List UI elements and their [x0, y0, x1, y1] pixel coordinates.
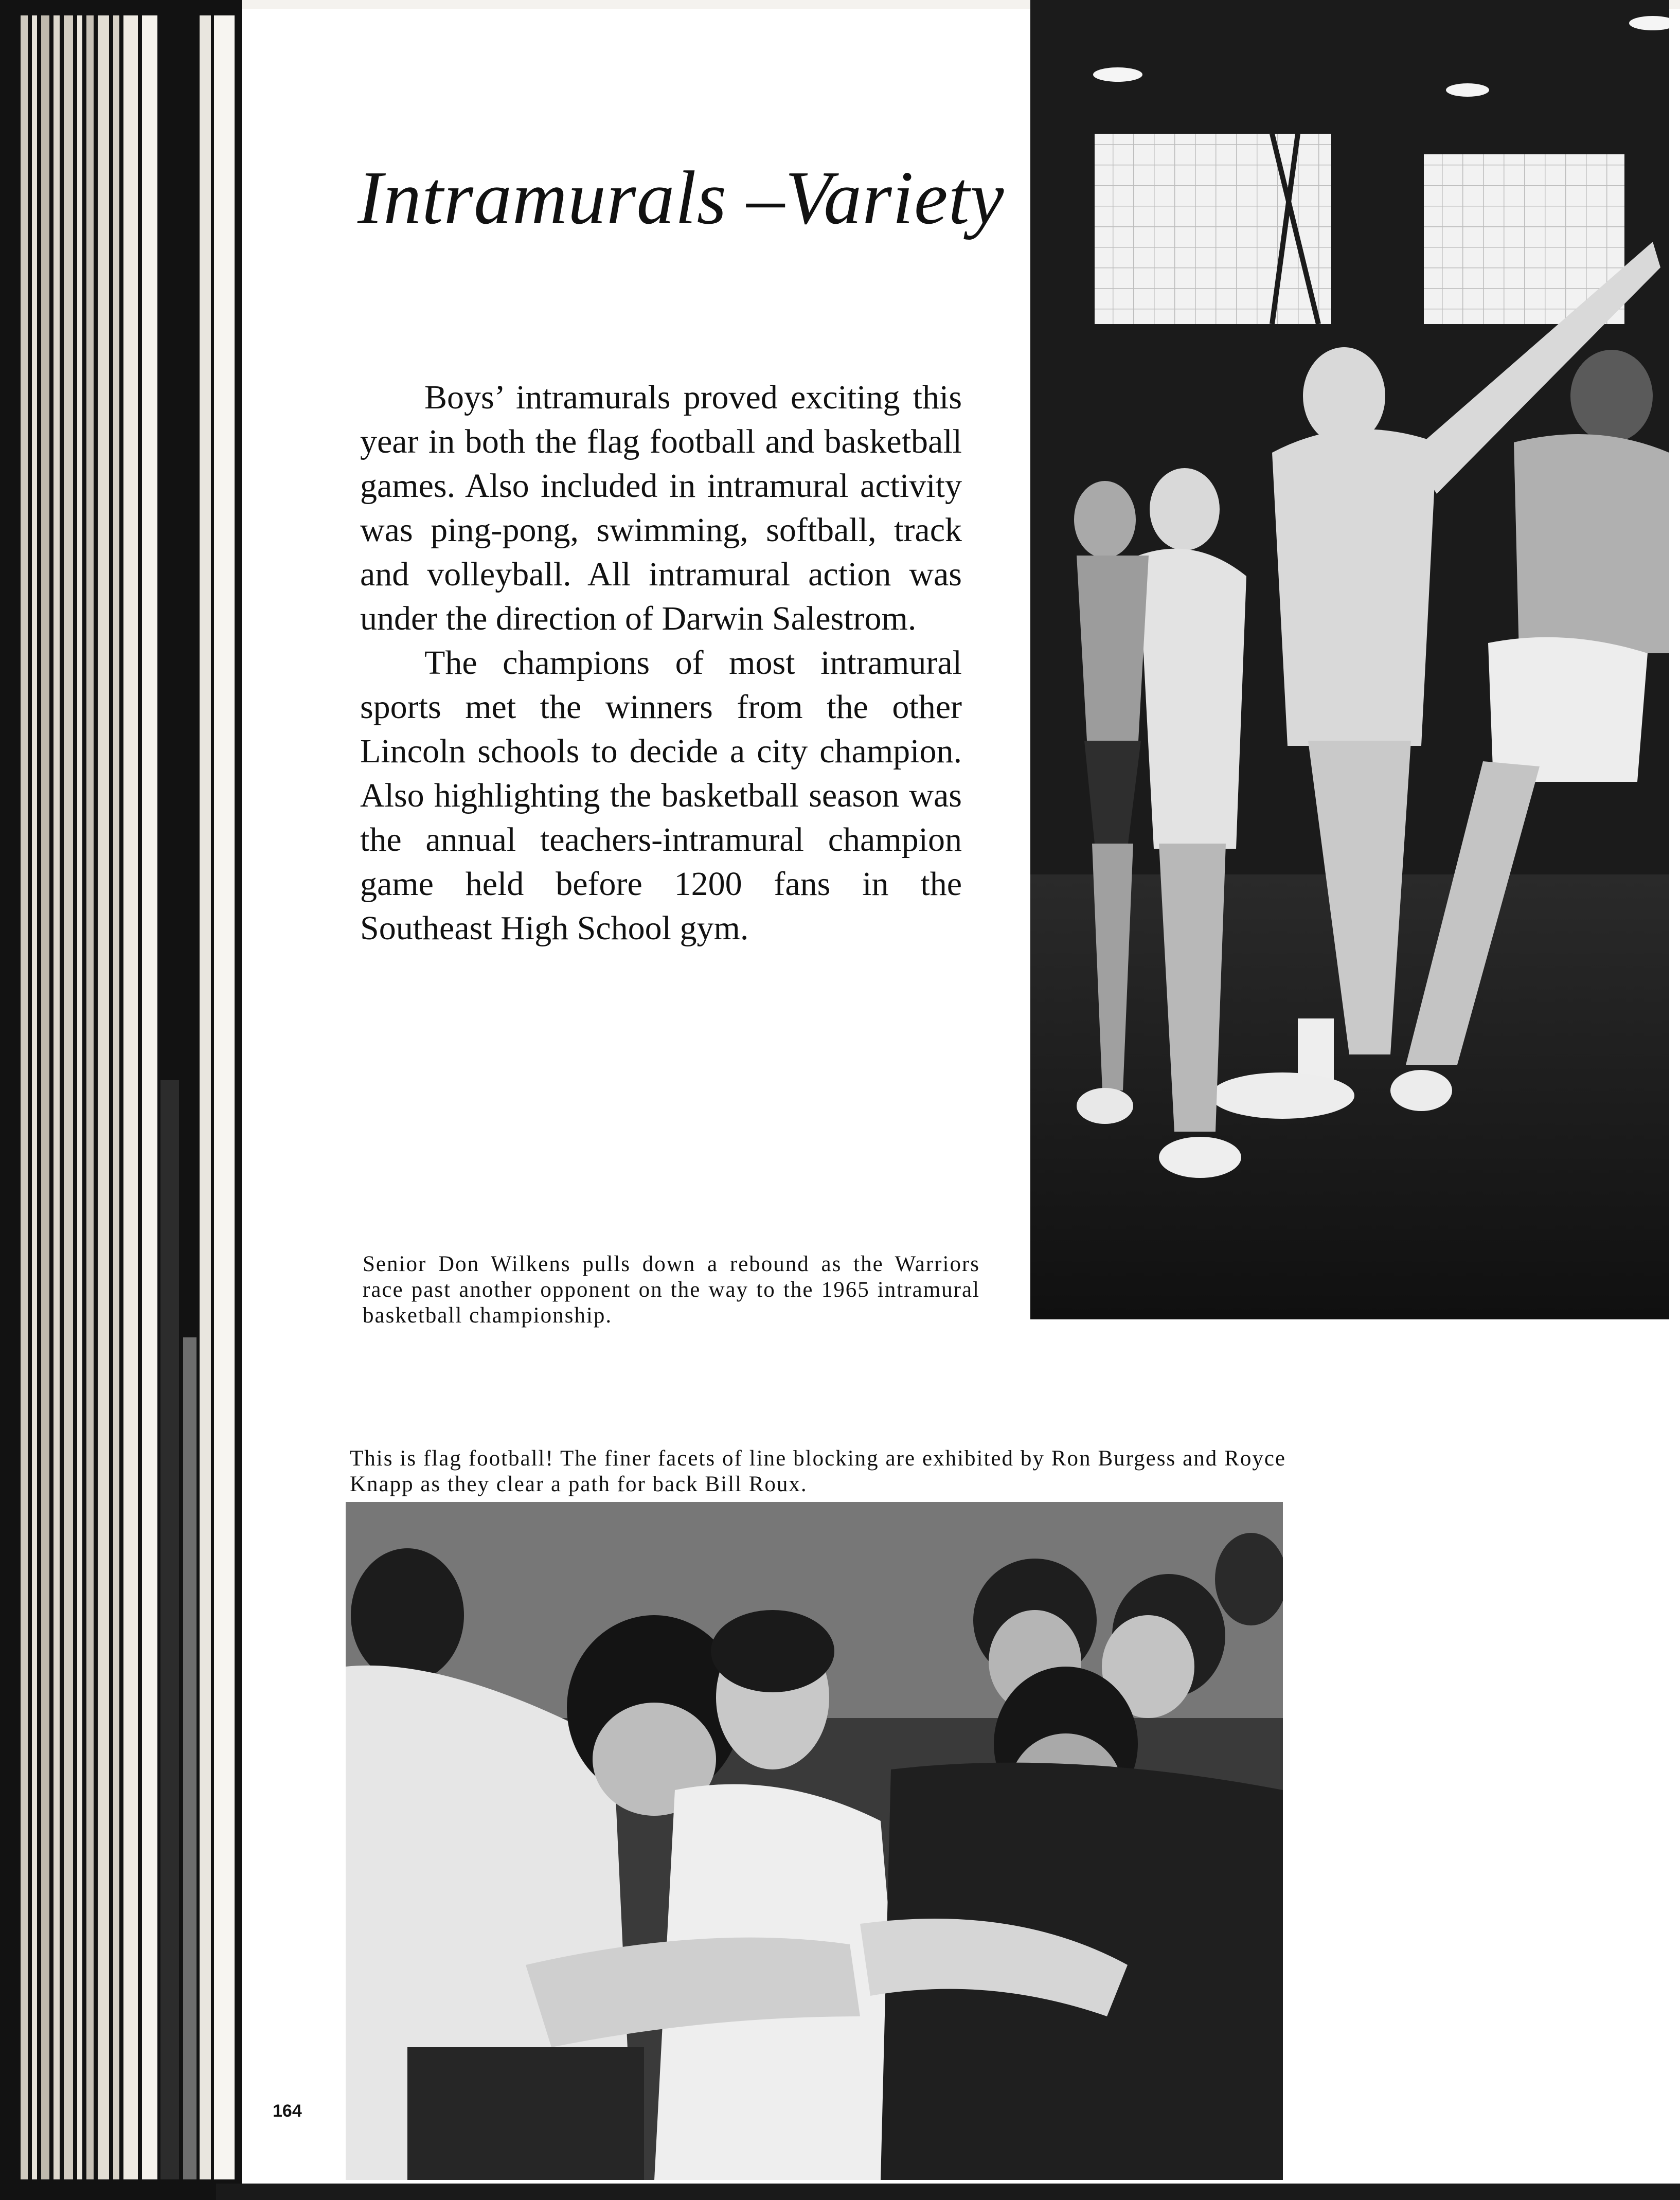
basketball-rebound-photo [1030, 0, 1669, 1319]
flag-football-blocking-photo [346, 1502, 1283, 2180]
caption-football: This is flag football! The finer facets of line blocking are exhibited by Ron Burgess and Royce Knapp as they clear a path for back Bill Roux. [350, 1446, 1286, 1496]
article-body [360, 375, 962, 951]
page-bottom-edge [216, 2184, 1680, 2200]
caption-basketball: Senior Don Wilkens pulls down a rebound as the Warriors race past another opponent on the way to the 1965 intramural basketball championship. [363, 1252, 980, 1328]
book-binding [0, 0, 242, 2200]
paragraph-1: Boys’ intramurals proved exciting this year in both the flag football and basketball games. Also included in intramural activity was ping-pong, swimming, softball, track and volleyball. All intramural action was under the direction of Darwin Salestrom. [360, 379, 962, 637]
football-photo-art [346, 1502, 1283, 2180]
page-number: 164 [273, 2101, 302, 2121]
basketball-photo-art [1030, 0, 1669, 1319]
page-title: Intramurals –Variety [358, 156, 1005, 240]
paragraph-2: The champions of most intramural sports met the winners from the other Lincoln schools to decide a city champion. Also highlighting the basketball season was the annual teachers-intramural champion game held before 1200 fans in the Southeast High School gym. [360, 644, 962, 947]
